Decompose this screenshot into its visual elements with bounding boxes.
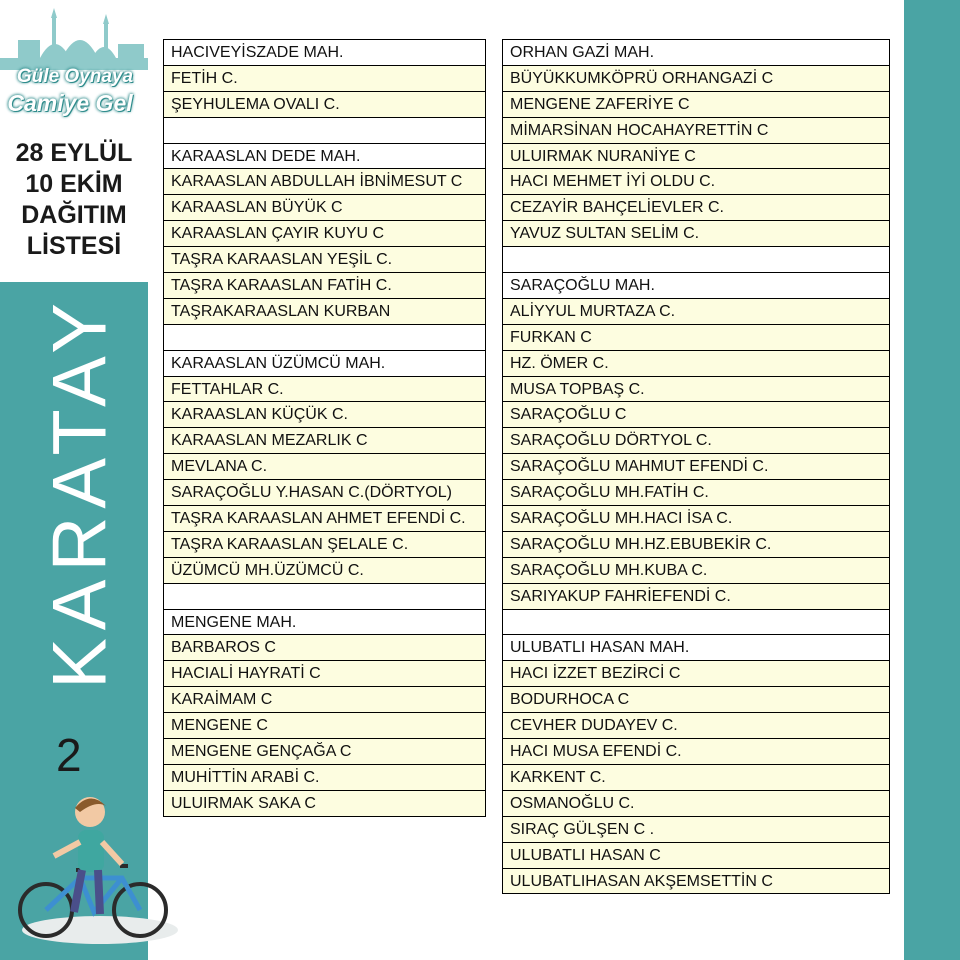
- neighborhood-header: KARAASLAN DEDE MAH.: [164, 144, 485, 170]
- street-row: MENGENE C: [164, 713, 485, 739]
- spacer-row: [503, 610, 889, 636]
- street-row: MİMARSİNAN HOCAHAYRETTİN C: [503, 118, 889, 144]
- street-row: ULUIRMAK SAKA C: [164, 791, 485, 817]
- street-row: TAŞRA KARAASLAN FATİH C.: [164, 273, 485, 299]
- street-row: ULUIRMAK NURANİYE C: [503, 144, 889, 170]
- street-row: HACI MUSA EFENDİ C.: [503, 739, 889, 765]
- street-row: SARAÇOĞLU Y.HASAN C.(DÖRTYOL): [164, 480, 485, 506]
- mosque-skyline-icon: [0, 0, 148, 70]
- campaign-logo: [0, 0, 148, 130]
- neighborhood-header: HACIVEYİSZADE MAH.: [164, 40, 485, 66]
- street-row: OSMANOĞLU C.: [503, 791, 889, 817]
- spacer-row: [164, 118, 485, 144]
- street-row: SARAÇOĞLU MH.HZ.EBUBEKİR C.: [503, 532, 889, 558]
- neighborhood-header: ORHAN GAZİ MAH.: [503, 40, 889, 66]
- street-row: HZ. ÖMER C.: [503, 351, 889, 377]
- right-street-list: [502, 39, 890, 894]
- street-row: MUHİTTİN ARABİ C.: [164, 765, 485, 791]
- street-row: KARAİMAM C: [164, 687, 485, 713]
- distribution-title: [0, 138, 148, 262]
- street-row: MUSA TOPBAŞ C.: [503, 377, 889, 403]
- street-row: YAVUZ SULTAN SELİM C.: [503, 221, 889, 247]
- left-street-list: [163, 39, 486, 817]
- date-line-3: DAĞITIM: [21, 201, 127, 229]
- street-row: KARAASLAN ÇAYIR KUYU C: [164, 221, 485, 247]
- street-row: ALİYYUL MURTAZA C.: [503, 299, 889, 325]
- street-row: CEVHER DUDAYEV C.: [503, 713, 889, 739]
- street-row: CEZAYİR BAHÇELİEVLER C.: [503, 195, 889, 221]
- street-row: KARAASLAN ABDULLAH İBNİMESUT C: [164, 169, 485, 195]
- logo-line-2: Camiye Gel: [7, 90, 133, 116]
- street-row: TAŞRA KARAASLAN ŞELALE C.: [164, 532, 485, 558]
- street-row: ÜZÜMCÜ MH.ÜZÜMCÜ C.: [164, 558, 485, 584]
- street-row: TAŞRA KARAASLAN YEŞİL C.: [164, 247, 485, 273]
- neighborhood-header: SARAÇOĞLU MAH.: [503, 273, 889, 299]
- street-row: MEVLANA C.: [164, 454, 485, 480]
- street-row: SARAÇOĞLU DÖRTYOL C.: [503, 428, 889, 454]
- neighborhood-header: ULUBATLI HASAN MAH.: [503, 635, 889, 661]
- street-row: SARAÇOĞLU MH.HACI İSA C.: [503, 506, 889, 532]
- neighborhood-header: MENGENE MAH.: [164, 610, 485, 636]
- street-row: MENGENE GENÇAĞA C: [164, 739, 485, 765]
- street-row: KARAASLAN KÜÇÜK C.: [164, 402, 485, 428]
- street-row: SARAÇOĞLU C: [503, 402, 889, 428]
- street-row: FETİH C.: [164, 66, 485, 92]
- street-row: ŞEYHULEMA OVALI C.: [164, 92, 485, 118]
- sidebar-header: [0, 0, 148, 282]
- street-row: BODURHOCA C: [503, 687, 889, 713]
- street-row: ULUBATLI HASAN C: [503, 843, 889, 869]
- right-sidebar: [904, 0, 960, 960]
- street-row: KARAASLAN BÜYÜK C: [164, 195, 485, 221]
- street-row: HACI MEHMET İYİ OLDU C.: [503, 169, 889, 195]
- district-name: KARATAY: [37, 295, 123, 689]
- date-line-4: LİSTESİ: [26, 232, 122, 260]
- street-row: BÜYÜKKUMKÖPRÜ ORHANGAZİ C: [503, 66, 889, 92]
- logo-line-1: Güle Oynaya: [16, 66, 134, 87]
- street-row: TAŞRAKARAASLAN KURBAN: [164, 299, 485, 325]
- street-row: HACI İZZET BEZİRCİ C: [503, 661, 889, 687]
- street-row: BARBAROS C: [164, 635, 485, 661]
- street-row: SARAÇOĞLU MAHMUT EFENDİ C.: [503, 454, 889, 480]
- spacer-row: [164, 584, 485, 610]
- street-row: SARAÇOĞLU MH.FATİH C.: [503, 480, 889, 506]
- street-row: KARKENT C.: [503, 765, 889, 791]
- street-row: MENGENE ZAFERİYE C: [503, 92, 889, 118]
- date-line-1: 28 EYLÜL: [15, 139, 133, 167]
- street-row: HACIALİ HAYRATİ C: [164, 661, 485, 687]
- neighborhood-header: KARAASLAN ÜZÜMCÜ MAH.: [164, 351, 485, 377]
- street-row: ULUBATLIHASAN AKŞEMSETTİN C: [503, 869, 889, 895]
- street-row: TAŞRA KARAASLAN AHMET EFENDİ C.: [164, 506, 485, 532]
- street-row: SARAÇOĞLU MH.KUBA C.: [503, 558, 889, 584]
- spacer-row: [503, 247, 889, 273]
- street-row: SIRAÇ GÜLŞEN C .: [503, 817, 889, 843]
- page-number: 2: [56, 729, 82, 781]
- street-row: FURKAN C: [503, 325, 889, 351]
- boy-on-bicycle-illustration: [10, 790, 180, 950]
- street-row: KARAASLAN MEZARLIK C: [164, 428, 485, 454]
- street-row: SARIYAKUP FAHRİEFENDİ C.: [503, 584, 889, 610]
- street-row: FETTAHLAR C.: [164, 377, 485, 403]
- spacer-row: [164, 325, 485, 351]
- date-line-2: 10 EKİM: [25, 170, 123, 198]
